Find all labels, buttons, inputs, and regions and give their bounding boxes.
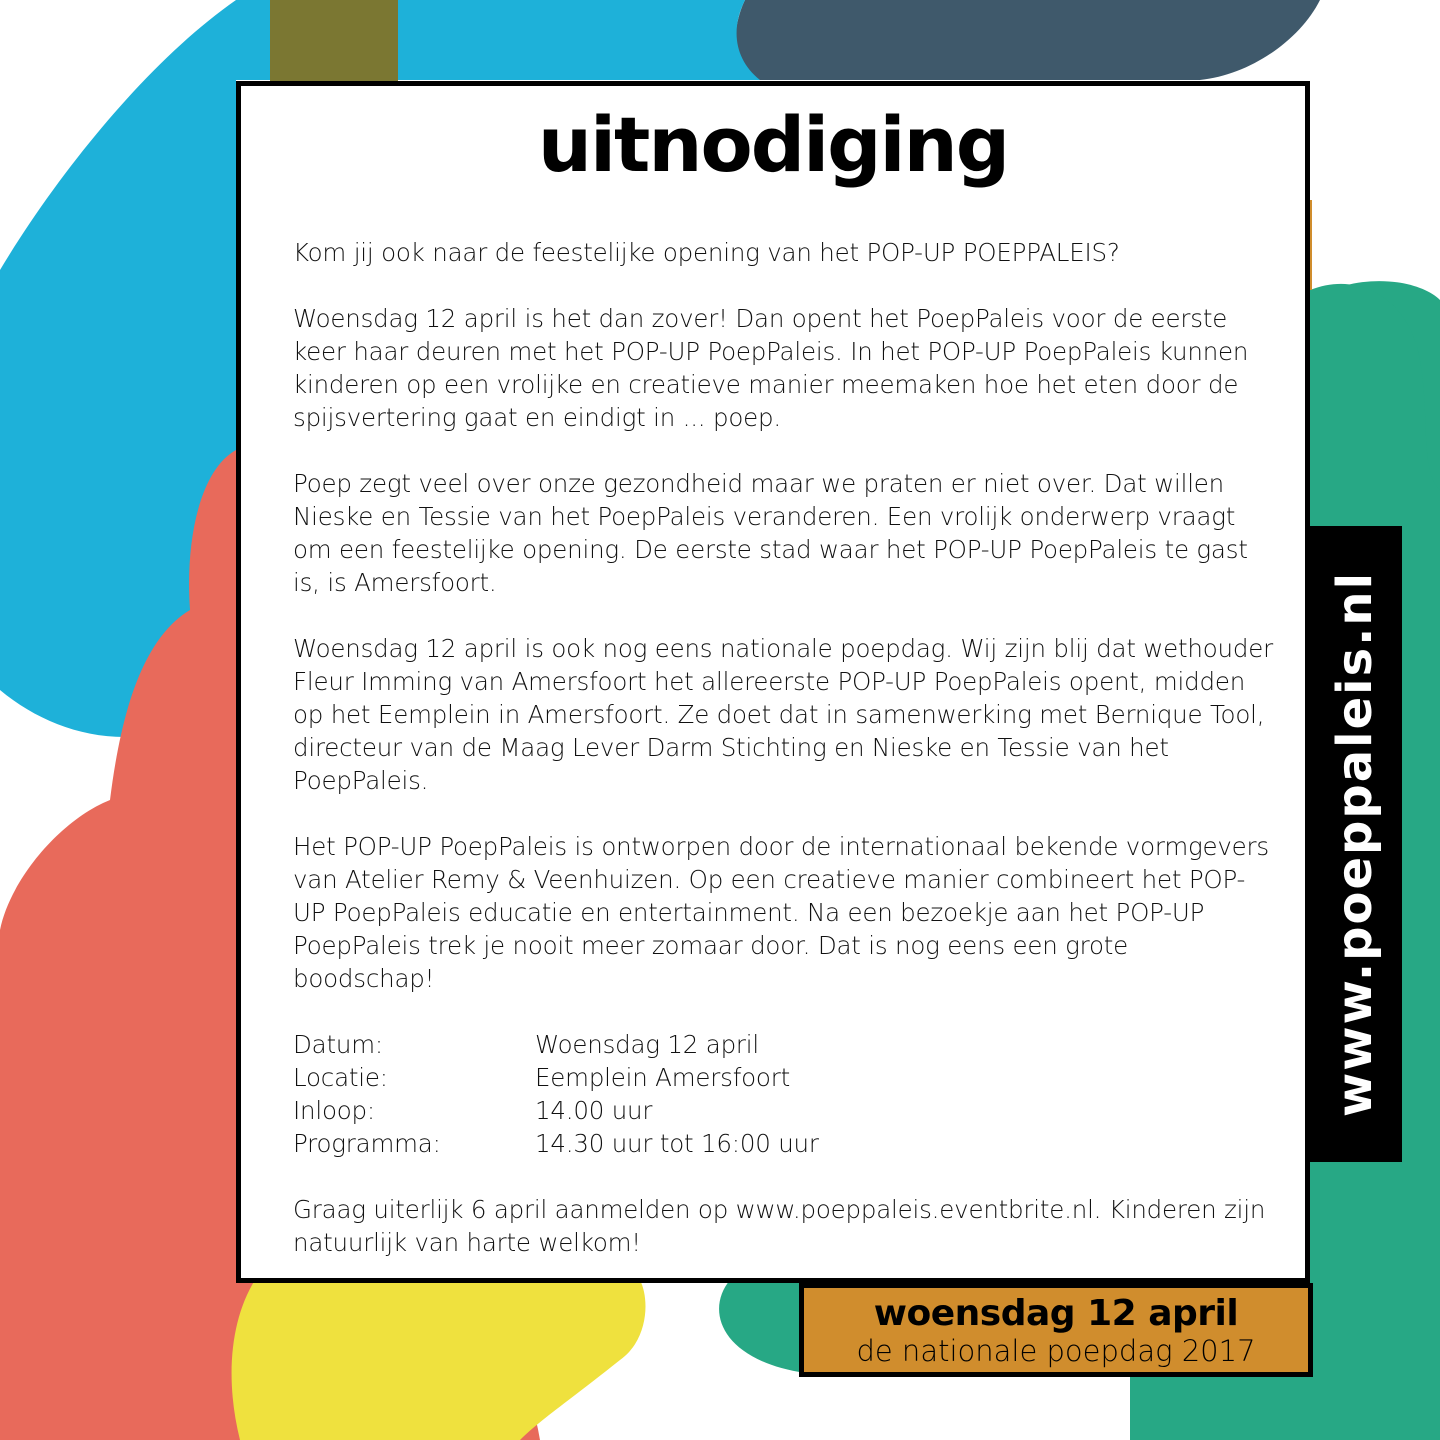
detail-label: Locatie:	[293, 1063, 388, 1092]
detail-label: Inloop:	[293, 1096, 375, 1125]
detail-value: 14.00 uur	[535, 1096, 653, 1125]
detail-value: 14.30 uur tot 16:00 uur	[535, 1129, 819, 1158]
olive-stripe	[270, 0, 398, 90]
website-side-bar	[1307, 526, 1402, 1162]
date-main: woensdag 12 april	[873, 1293, 1239, 1334]
detail-value: Eemplein Amersfoort	[535, 1063, 790, 1092]
event-details	[293, 1028, 1273, 1160]
date-sub: de nationale poepdag 2017	[856, 1334, 1256, 1368]
website-label: www.poeppaleis.nl	[1326, 570, 1383, 1118]
detail-label: Programma:	[293, 1129, 441, 1158]
yellow-blob	[232, 1280, 646, 1440]
paragraph: Het POP-UP PoepPaleis is ontworpen door de internationaal bekende vormgevers van Atelier Remy & Veenhuizen. Op een creatieve manier combineert het POP-UP PoepPaleis educatie en entertainment. Na een bezoekje aan het POP-UP PoepPaleis trek je nooit meer zomaar door. Dat is nog eens een grote boodschap!	[293, 832, 1269, 993]
paragraph: Woensdag 12 april is ook nog eens nationale poepdag. Wij zijn blij dat wethouder Fleur Imming van Amersfoort het allereerste POP-UP PoepPaleis opent, midden op het Eemplein in Amersfoort. Ze doet dat in samenwerking met Bernique Tool, directeur van de Maag Lever Darm Stichting en Nieske en Tessie van het PoepPaleis.	[293, 634, 1273, 795]
detail-row-program	[293, 1127, 1273, 1160]
invitation-title: uitnodiging	[537, 100, 1009, 189]
detail-value: Woensdag 12 april	[535, 1030, 760, 1059]
paragraph: Woensdag 12 april is het dan zover! Dan opent het PoepPaleis voor de eerste keer haar deuren met het POP-UP PoepPaleis. In het POP-UP PoepPaleis kunnen kinderen op een vrolijke en creatieve manier meemaken hoe het eten door de spijsvertering gaat en eindigt in ... poep.	[293, 304, 1249, 432]
date-box	[799, 1283, 1313, 1377]
navy-blob	[735, 0, 1320, 80]
invitation-card	[236, 81, 1310, 1283]
paragraph: Kom jij ook naar de feestelijke opening van het POP-UP POEPPALEIS?	[293, 238, 1120, 267]
paragraph: Poep zegt veel over onze gezondheid maar we praten er niet over. Dat willen Nieske en Tessie van het PoepPaleis veranderen. Een vrolijk onderwerp vraagt om een feestelijke opening. De eerste stad waar het POP-UP PoepPaleis te gast is, is Amersfoort.	[293, 469, 1248, 597]
detail-row-date	[293, 1028, 1273, 1061]
invitation-body	[293, 236, 1273, 1292]
detail-row-location	[293, 1061, 1273, 1094]
blue-blob-top	[398, 0, 760, 80]
closing-paragraph: Graag uiterlijk 6 april aanmelden op www.poeppaleis.eventbrite.nl. Kinderen zijn natuurlijk van harte welkom!	[293, 1195, 1266, 1257]
detail-label: Datum:	[293, 1030, 383, 1059]
detail-row-walk-in	[293, 1094, 1273, 1127]
